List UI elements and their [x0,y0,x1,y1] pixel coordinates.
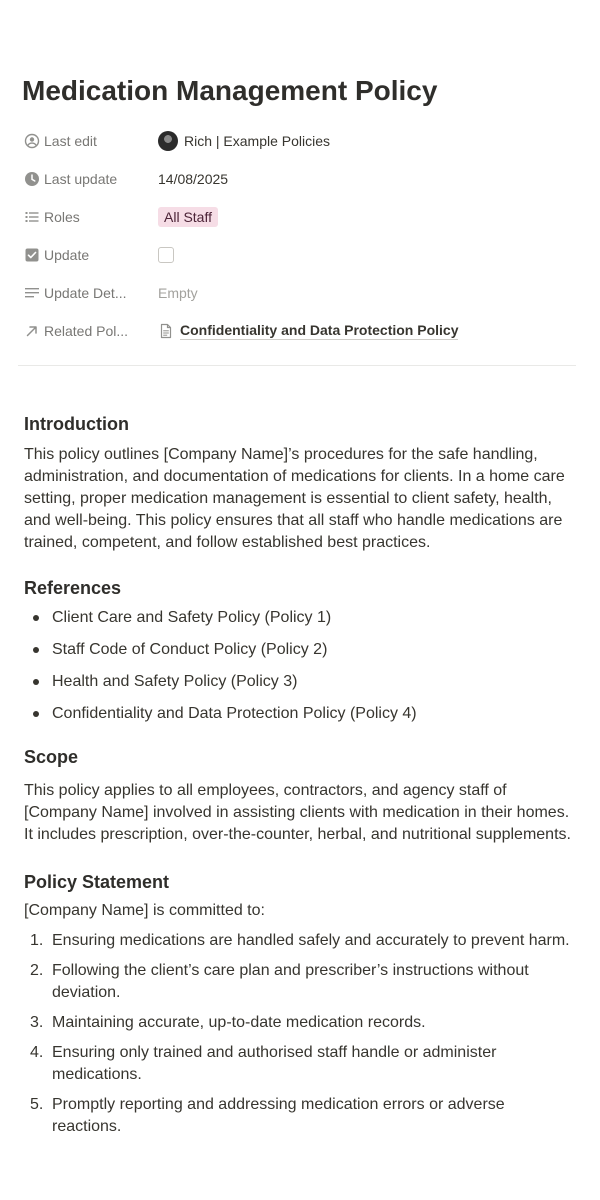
update-details-value[interactable]: Empty [158,285,198,301]
property-roles [18,198,576,236]
list-item [24,960,572,1004]
property-label[interactable] [18,133,158,149]
related-policy-link[interactable]: Confidentiality and Data Protection Policy [180,322,459,338]
avatar [158,131,178,151]
update-details-label: Update Det... [44,285,127,301]
roles-value[interactable] [158,207,576,227]
property-last-edit [18,122,576,160]
last-edit-user: Rich | Example Policies [184,133,331,149]
update-checkbox[interactable] [158,247,174,263]
scope-text: This policy applies to all employees, contractors, and agency staff of [Company Name] involved in assisting clients with medication in their homes. It includes prescription, over-the-counter, herbal, and nutritional supplements. [24,782,571,843]
list-number: 5. [30,1096,44,1113]
list-item [24,1094,572,1138]
list-item [24,1012,572,1034]
property-label[interactable] [18,209,158,225]
clock-icon [24,171,40,187]
list-number: 4. [30,1044,44,1061]
policy-statement-list [24,930,572,1138]
property-label[interactable] [18,323,158,339]
policy-statement-intro: [Company Name] is committed to: [24,902,265,919]
last-update-value[interactable]: 14/08/2025 [158,171,229,187]
divider [18,365,576,366]
list-text: Ensuring only trained and authorised staff handle or administer medications. [52,1044,497,1083]
references-heading: References [24,578,122,598]
list-number: 2. [30,962,44,979]
update-label: Update [44,247,90,263]
related-policies-value [158,322,576,340]
list-item: Client Care and Safety Policy (Policy 1) [24,607,572,629]
references-list [24,607,572,725]
policy-statement-heading: Policy Statement [24,872,170,892]
list-item [24,1042,572,1086]
last-edit-label: Last edit [44,133,97,149]
list-number: 3. [30,1014,44,1031]
introduction-text: This policy outlines [Company Name]’s procedures for the safe handling, administration, and documentation of medications for clients. In a home care setting, proper medication management is essential to client safety, health, and well-being. This policy ensures that all staff who handle medications are trained, competent, and follow established best practices. [24,446,565,551]
property-update [18,236,576,274]
introduction-heading: Introduction [24,414,129,434]
arrow-up-right-icon [24,323,40,339]
list-text: Following the client’s care plan and prescriber’s instructions without deviation. [52,962,529,1001]
related-policies-label: Related Pol... [44,323,129,339]
property-last-update [18,160,576,198]
document-body [24,410,572,1146]
checkbox-icon [24,247,40,263]
page-icon [158,323,174,339]
list-item [24,930,572,952]
list-item: Staff Code of Conduct Policy (Policy 2) [24,639,572,661]
list-number: 1. [30,932,44,949]
list-text: Maintaining accurate, up-to-date medication records. [52,1014,426,1031]
property-update-details [18,274,576,312]
list-item: Confidentiality and Data Protection Policy (Policy 4) [24,703,572,725]
text-lines-icon [24,285,40,301]
page-title: Medication Management Policy [22,75,438,106]
scope-heading: Scope [24,747,79,767]
last-update-label: Last update [44,171,118,187]
list-text: Promptly reporting and addressing medication errors or adverse reactions. [52,1096,505,1135]
property-label[interactable] [18,247,158,263]
update-value [158,247,576,263]
properties-panel [18,122,576,350]
user-circle-icon [24,133,40,149]
role-tag: All Staff [158,207,218,227]
list-icon [24,209,40,225]
property-label[interactable] [18,285,158,301]
property-label[interactable] [18,171,158,187]
list-text: Ensuring medications are handled safely and accurately to prevent harm. [52,932,570,949]
property-related-policies [18,312,576,350]
roles-label: Roles [44,209,80,225]
list-item: Health and Safety Policy (Policy 3) [24,671,572,693]
last-edit-value[interactable] [158,131,576,151]
